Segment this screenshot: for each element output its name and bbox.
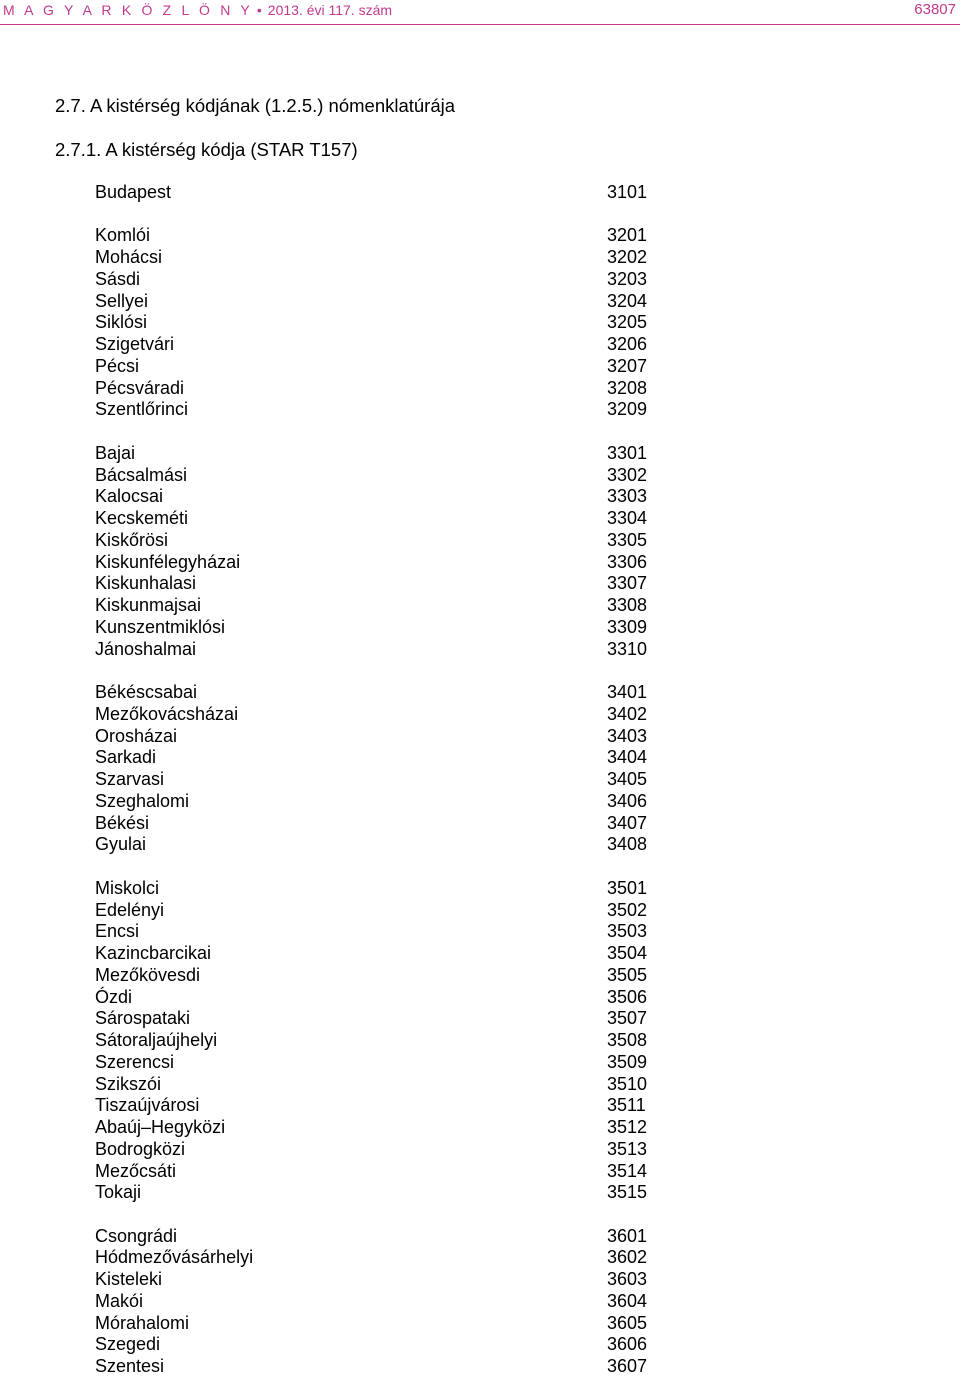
- region-name: Edelényi: [95, 899, 165, 920]
- region-code: 3503: [607, 921, 648, 942]
- running-head: [3, 2, 392, 18]
- region-code: 3209: [607, 399, 648, 420]
- region-name: Sásdi: [95, 268, 141, 289]
- table-row: [95, 1334, 655, 1356]
- region-name: Sárospataki: [95, 1008, 191, 1029]
- region-name: Szentesi: [95, 1356, 165, 1377]
- table-row: [95, 639, 655, 661]
- region-code: 3508: [607, 1030, 648, 1050]
- region-name: Mórahalomi: [95, 1312, 190, 1333]
- region-name: Kiskőrösi: [95, 529, 169, 550]
- table-row: [95, 1356, 655, 1378]
- region-code: 3303: [607, 486, 648, 507]
- table-row: [95, 1030, 655, 1052]
- region-code: 3101: [607, 182, 648, 202]
- region-code: 3402: [607, 703, 648, 724]
- region-name: Sátoraljaújhelyi: [95, 1030, 218, 1050]
- table-row: [95, 356, 655, 378]
- region-name: Mezőkovácsházai: [95, 703, 239, 724]
- table-row: [95, 378, 655, 400]
- region-code: 3208: [607, 377, 648, 398]
- region-code: 3310: [607, 638, 648, 659]
- table-row: [95, 443, 655, 465]
- region-code: 3603: [607, 1269, 648, 1290]
- region-code: 3501: [607, 877, 648, 898]
- region-name: Bajai: [95, 442, 136, 463]
- region-name: Miskolci: [95, 877, 160, 898]
- region-name: Pécsváradi: [95, 377, 185, 398]
- region-code: 3301: [607, 442, 648, 463]
- region-code: 3304: [607, 508, 648, 529]
- region-name: Hódmezővásárhelyi: [95, 1247, 254, 1268]
- table-row: [95, 878, 655, 900]
- table-row: [95, 813, 655, 835]
- region-code: 3207: [607, 355, 648, 376]
- region-code: 3513: [607, 1138, 648, 1159]
- table-row: [95, 1117, 655, 1139]
- region-code: 3201: [607, 225, 648, 246]
- table-row: [95, 508, 655, 530]
- table-row: [95, 1226, 655, 1248]
- table-row: [95, 530, 655, 552]
- table-row: [95, 682, 655, 704]
- region-code: 3401: [607, 682, 648, 703]
- region-code: 3407: [607, 812, 648, 833]
- region-code: 3506: [607, 986, 648, 1007]
- region-code: 3607: [607, 1356, 648, 1377]
- region-code: 3202: [607, 247, 648, 268]
- region-name: Bácsalmási: [95, 464, 188, 485]
- table-row: [95, 834, 655, 856]
- region-code: 3512: [607, 1117, 648, 1137]
- region-code: 3605: [607, 1312, 648, 1333]
- table-group: [95, 182, 655, 204]
- section-subtitle: 2.7.1. A kistérség kódja (STAR T157): [55, 139, 358, 160]
- region-name: Szegedi: [95, 1334, 161, 1355]
- table-row: [95, 1182, 655, 1204]
- region-name: Kecskeméti: [95, 508, 189, 529]
- table-group: [95, 682, 655, 856]
- table-row: [95, 1247, 655, 1269]
- region-code: 3406: [607, 790, 648, 811]
- region-code: 3204: [607, 290, 648, 311]
- table-row: [95, 1008, 655, 1030]
- table-row: [95, 1139, 655, 1161]
- region-code: 3205: [607, 312, 648, 333]
- page-header: [0, 0, 960, 25]
- table-row: [95, 726, 655, 748]
- table-row: [95, 1052, 655, 1074]
- region-name: Tiszaújvárosi: [95, 1095, 200, 1116]
- region-name: Kalocsai: [95, 486, 164, 507]
- table-group: [95, 1226, 655, 1378]
- table-row: [95, 1291, 655, 1313]
- table-row: [95, 943, 655, 965]
- region-code: 3511: [607, 1095, 646, 1116]
- region-code: 3308: [607, 595, 648, 616]
- region-code: 3203: [607, 268, 648, 289]
- table-row: [95, 399, 655, 421]
- region-code: 3405: [607, 769, 648, 790]
- region-name: Bodrogközi: [95, 1138, 186, 1159]
- region-name: Csongrádi: [95, 1225, 178, 1246]
- region-code: 3309: [607, 616, 648, 637]
- table-row: [95, 465, 655, 487]
- table-row: [95, 921, 655, 943]
- region-name: Kiskunfélegyházai: [95, 551, 241, 572]
- region-code: 3510: [607, 1073, 648, 1094]
- table-row: [95, 987, 655, 1009]
- region-name: Tokaji: [95, 1182, 142, 1203]
- region-code: 3504: [607, 943, 648, 963]
- region-name: Mohácsi: [95, 247, 163, 268]
- region-name: Kiskunmajsai: [95, 595, 202, 616]
- region-code: 3514: [607, 1160, 648, 1181]
- table-group: [95, 443, 655, 661]
- page-number: 63807: [914, 1, 956, 18]
- region-name: Sellyei: [95, 290, 149, 311]
- table-row: [95, 791, 655, 813]
- table-row: [95, 704, 655, 726]
- table-row: [95, 617, 655, 639]
- table-row: [95, 573, 655, 595]
- region-name: Békéscsabai: [95, 682, 198, 703]
- region-code: 3408: [607, 834, 648, 855]
- table-row: [95, 1095, 655, 1117]
- region-code: 3404: [607, 747, 648, 768]
- region-name: Mezőcsáti: [95, 1160, 177, 1181]
- table-row: [95, 225, 655, 247]
- table-row: [95, 1313, 655, 1335]
- region-code: 3606: [607, 1334, 648, 1355]
- region-name: Kunszentmiklósi: [95, 616, 226, 637]
- region-name: Békési: [95, 812, 150, 833]
- region-code: 3206: [607, 334, 648, 355]
- table-row: [95, 486, 655, 508]
- table-row: [95, 769, 655, 791]
- table-row: [95, 900, 655, 922]
- table-row: [95, 747, 655, 769]
- region-code: 3601: [607, 1225, 648, 1246]
- region-name: Szeghalomi: [95, 790, 190, 811]
- table-row: [95, 965, 655, 987]
- region-name: Ózdi: [95, 986, 133, 1007]
- region-name: Mezőkövesdi: [95, 964, 201, 985]
- region-code: 3307: [607, 573, 648, 594]
- region-name: Makói: [95, 1290, 144, 1311]
- region-name: Komlói: [95, 225, 151, 246]
- region-code: 3505: [607, 964, 648, 985]
- publication-name: M A G Y A R K Ö Z L Ö N Y: [3, 2, 253, 18]
- region-code: 3604: [607, 1290, 648, 1311]
- code-table: [95, 182, 655, 1400]
- region-name: Szentlőrinci: [95, 399, 189, 420]
- region-name: Gyulai: [95, 834, 147, 855]
- table-row: [95, 291, 655, 313]
- bullet-separator: •: [256, 2, 262, 18]
- table-row: [95, 552, 655, 574]
- region-code: 3403: [607, 725, 648, 746]
- section-title: 2.7. A kistérség kódjának (1.2.5.) nómenklatúrája: [55, 95, 456, 116]
- region-code: 3515: [607, 1182, 648, 1203]
- table-row: [95, 595, 655, 617]
- table-row: [95, 182, 655, 204]
- region-code: 3507: [607, 1008, 648, 1029]
- table-row: [95, 247, 655, 269]
- region-name: Szerencsi: [95, 1051, 175, 1072]
- table-row: [95, 269, 655, 291]
- region-code: 3305: [607, 529, 648, 550]
- issue-label: 2013. évi 117. szám: [267, 2, 393, 18]
- region-name: Pécsi: [95, 355, 140, 376]
- region-code: 3602: [607, 1247, 648, 1268]
- region-code: 3302: [607, 464, 648, 485]
- region-name: Szikszói: [95, 1073, 162, 1094]
- region-name: Sarkadi: [95, 747, 157, 768]
- region-name: Encsi: [95, 921, 140, 942]
- header-rule: [0, 24, 960, 25]
- region-code: 3306: [607, 551, 648, 572]
- table-group: [95, 225, 655, 421]
- region-name: Orosházai: [95, 725, 178, 746]
- table-row: [95, 334, 655, 356]
- table-group: [95, 878, 655, 1204]
- table-row: [95, 1269, 655, 1291]
- region-name: Budapest: [95, 182, 172, 202]
- table-row: [95, 312, 655, 334]
- region-name: Szarvasi: [95, 769, 165, 790]
- region-name: Kisteleki: [95, 1269, 163, 1290]
- region-name: Jánoshalmai: [95, 638, 197, 659]
- region-name: Kiskunhalasi: [95, 573, 197, 594]
- table-row: [95, 1074, 655, 1096]
- region-code: 3509: [607, 1051, 648, 1072]
- region-code: 3502: [607, 899, 648, 920]
- region-name: Siklósi: [95, 312, 148, 333]
- region-name: Szigetvári: [95, 334, 175, 355]
- region-name: Abaúj–Hegyközi: [95, 1117, 226, 1137]
- region-name: Kazincbarcikai: [95, 943, 212, 963]
- table-row: [95, 1161, 655, 1183]
